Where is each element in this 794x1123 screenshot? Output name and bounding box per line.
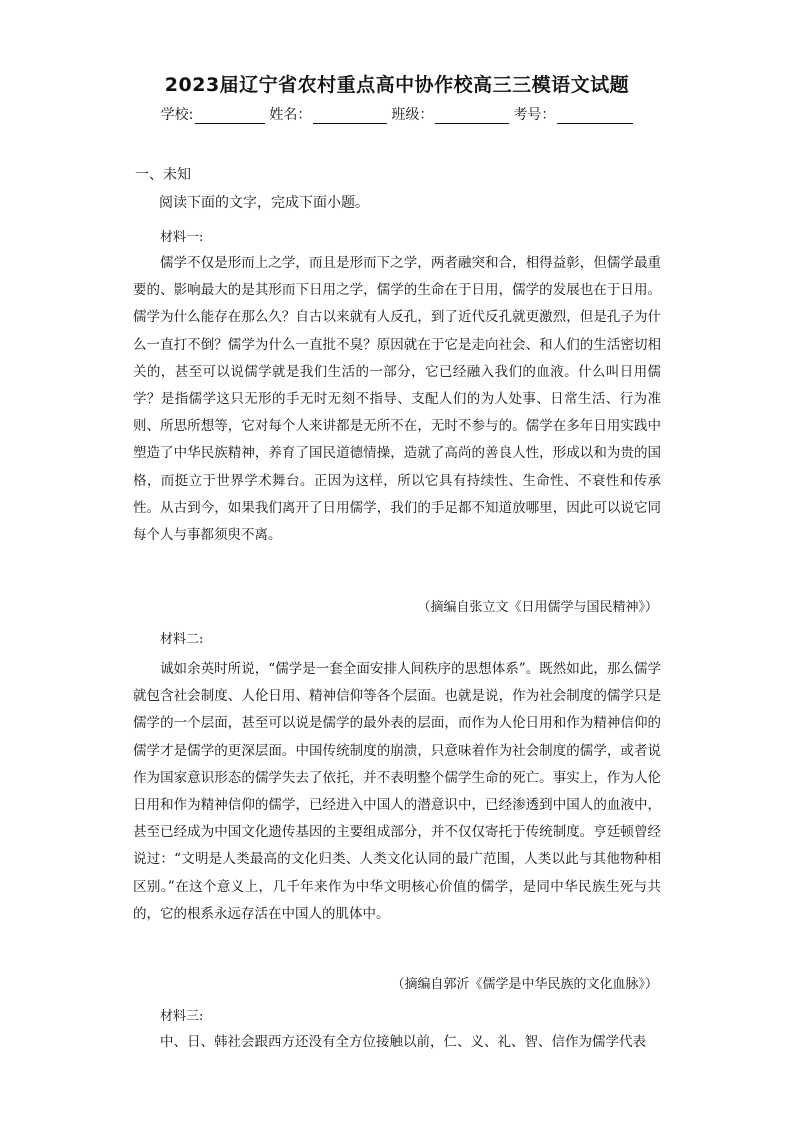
material-1-text: 儒学不仅是形而上之学，而且是形而下之学，两者融突和合，相得益彰，但儒学最重要的、影响最大的是其形而下日用之学，儒学的生命在于日用，儒学的发展也在于日用。儒学为什么能存在那么久？自古以来就有人反孔，到了近代反孔就更激烈，但是孔子为什么一直打不倒？儒学为什么一直批不臭？原因就在于它是走向社会、和人们的生活密切相关的，甚至可以说儒学就是我们生活的一部分，它已经融入我们的血液。什么叫日用儒学？是指儒学这只无形的手无时无刻不指导、支配人们的为人处事、日常生活、行为准则、所思所想等，它对每个人来讲都是无所不在，无时不参与的。儒学在多年日用实践中塑造了中华民族精神，养育了国民道德情操，造就了高尚的善良人性，形成以和为贵的国格，而挺立于世界学术舞台。正因为这样，所以它具有持续性、生命性、不衰性和传承性。从古到今，如果我们离开了日用儒学，我们的手足都不知道放哪里，因此可以说它同每个人与事都须臾不离。 — [133, 255, 661, 544]
name-label: 姓名： — [269, 107, 312, 123]
exam-title: 2023届辽宁省农村重点高中协作校高三三模语文试题 — [164, 74, 630, 96]
material-2-text: 诚如余英时所说，“儒学是一套全面安排人间秩序的思想体系”。既然如此，那么儒学就包含社会制度、人伦日用、精神信仰等各个层面。也就是说，作为社会制度的儒学只是儒学的一个层面，甚至可以说是儒学的最外表的层面，而作为人伦日用和作为精神信仰的儒学才是儒学的更深层面。中国传统制度的崩溃，只意味着作为社会制度的儒学，或者说作为国家意识形态的儒学失去了依托，并不表明整个儒学生命的死亡。事实上，作为人伦日用和作为精神信仰的儒学，已经进入中国人的潜意识中，已经渗透到中国人的血液中，甚至已经成为中国文化遗传基因的主要组成部分，并不仅仅寄托于传统制度。亨廷顿曾经说过：“文明是人类最高的文化归类、人类文化认同的最广范围，人类以此与其他物种相区别。”在这个意义上，几千年来作为中华文明核心价值的儒学，是同中华民族生死与共的，它的根系永远存活在中国人的肌体中。 — [133, 661, 661, 922]
section-heading: 一、未知 — [135, 167, 191, 183]
material-2-source: （摘编自郭沂《儒学是中华民族的文化血脉》） — [391, 977, 658, 992]
material-3-label: 材料三: — [160, 1009, 204, 1024]
material-1-label: 材料一: — [160, 230, 204, 245]
class-label: 班级： — [391, 107, 434, 123]
exam-number-label: 考号： — [513, 107, 556, 123]
instruction-text: 阅读下面的文字，完成下面小题。 — [159, 195, 369, 211]
exam-number-field — [513, 104, 633, 124]
name-blank[interactable] — [313, 108, 387, 124]
material-1-source: （摘编自张立文《日用儒学与国民精神》） — [417, 600, 658, 615]
school-blank[interactable] — [195, 108, 265, 124]
class-field — [391, 104, 509, 124]
name-field — [269, 104, 387, 124]
exam-number-blank[interactable] — [557, 108, 633, 124]
school-field — [161, 104, 266, 124]
material-3-text: 中、日、韩社会跟西方还没有全方位接触以前，仁、义、礼、智、信作为儒学代表 — [160, 1034, 646, 1050]
student-info-row — [0, 104, 794, 124]
material-2-label: 材料二: — [160, 632, 204, 647]
school-label: 学校: — [160, 107, 194, 123]
class-blank[interactable] — [435, 108, 509, 124]
